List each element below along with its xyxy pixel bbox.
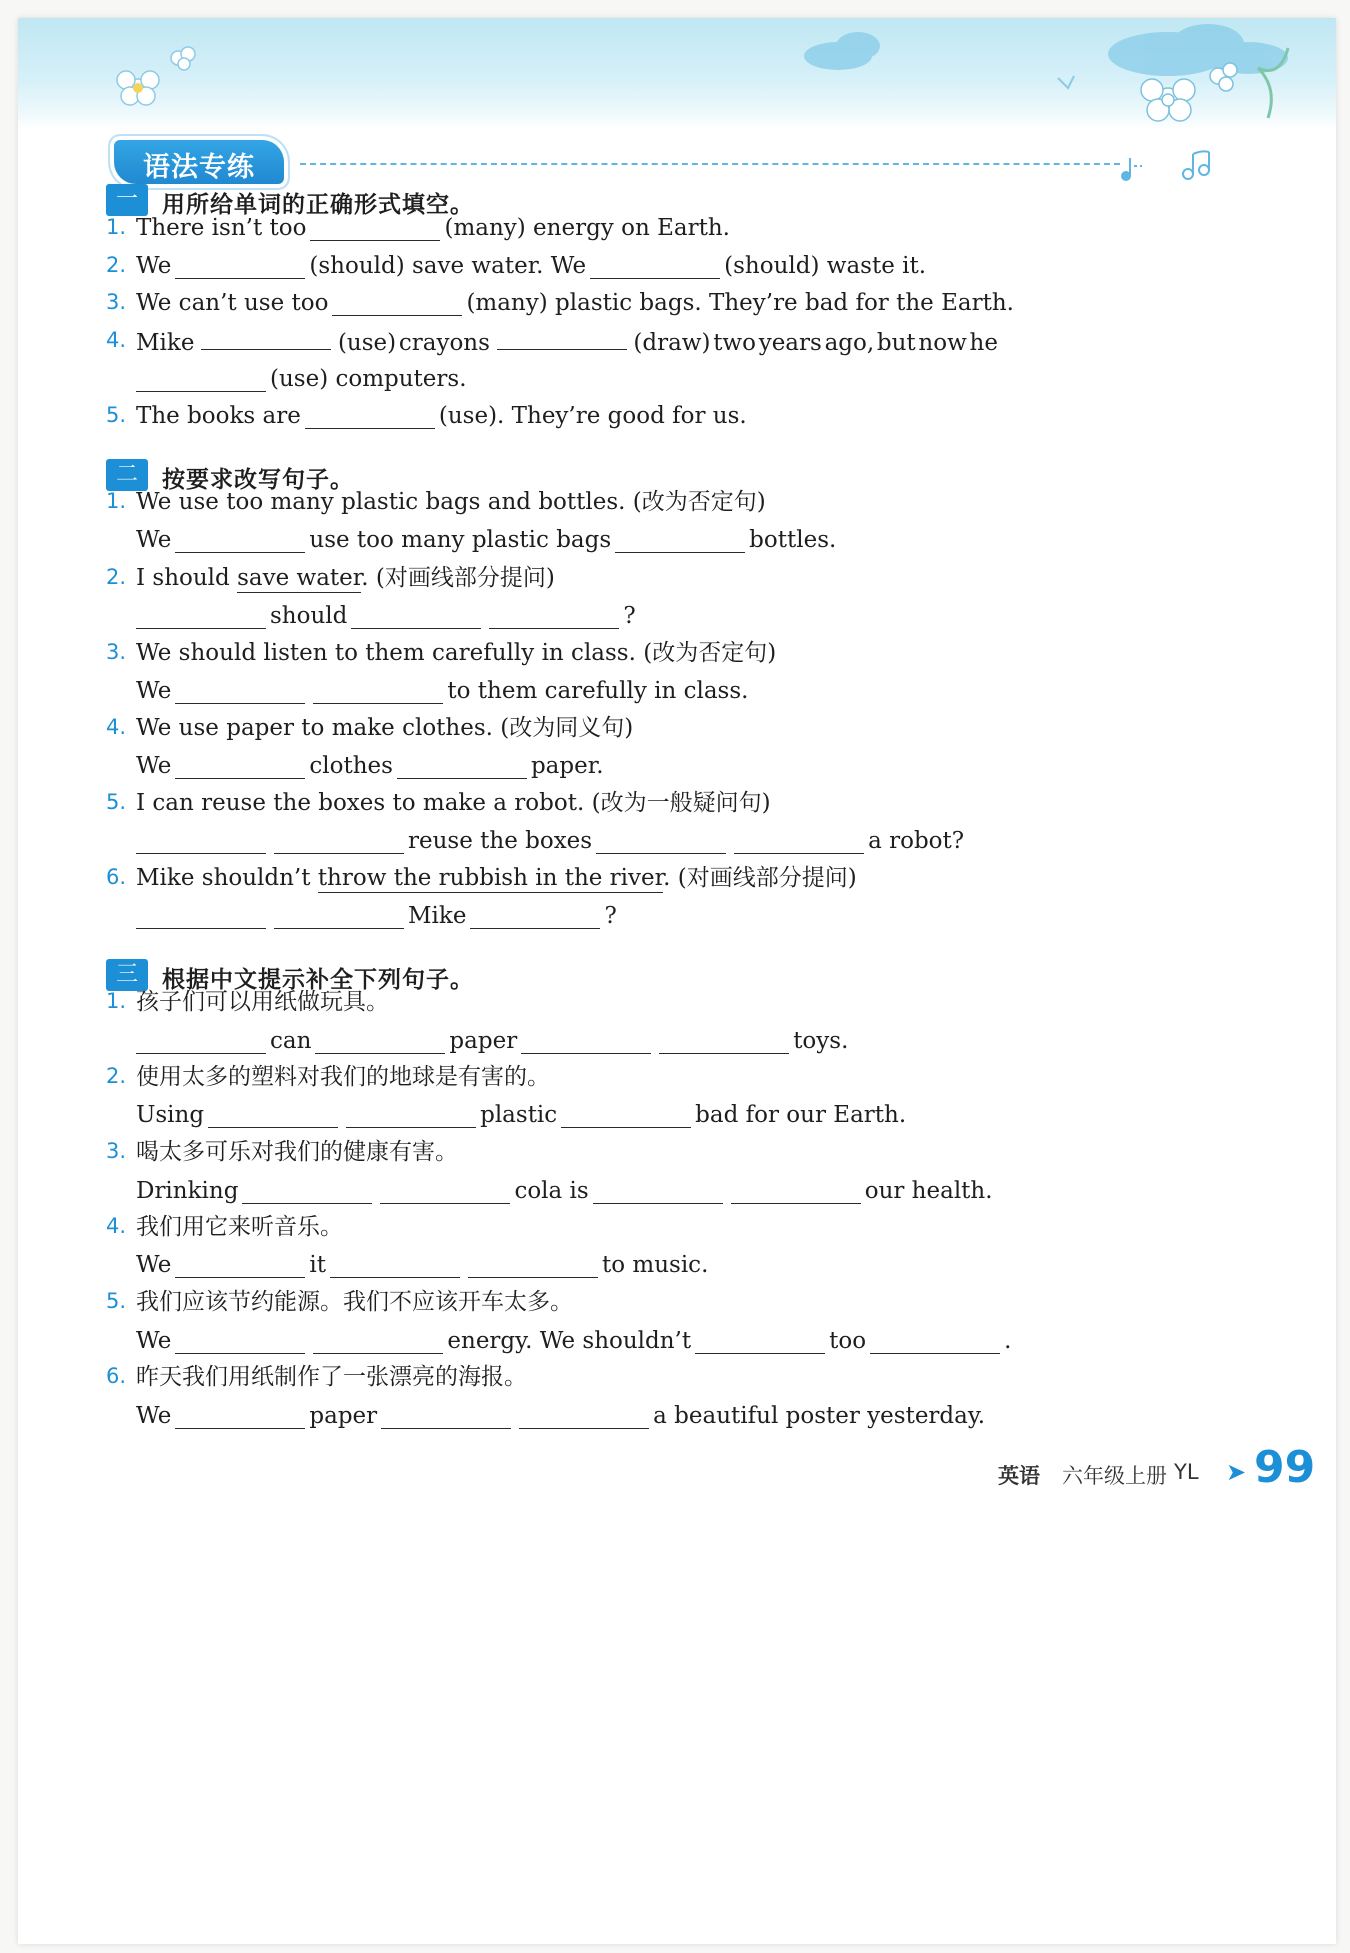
answer-text: ?	[623, 603, 636, 629]
answer-blank[interactable]	[330, 1253, 460, 1278]
question-line	[136, 562, 555, 594]
answer-text: should	[270, 603, 348, 629]
answer-blank[interactable]	[521, 1029, 651, 1054]
answer-line	[136, 900, 617, 932]
answer-blank[interactable]	[734, 829, 864, 854]
question-text: We	[136, 253, 172, 279]
music-note-icon	[1118, 146, 1218, 186]
question-number: 5.	[106, 403, 127, 427]
question-text: now	[918, 330, 967, 356]
answer-text: cola is	[514, 1178, 589, 1204]
question-line	[136, 400, 747, 432]
answer-blank[interactable]	[561, 1103, 691, 1128]
answer-blank[interactable]	[274, 829, 404, 854]
grade-label: 六年级上册	[1062, 1464, 1167, 1488]
question-number: 3.	[106, 640, 127, 664]
answer-text: can	[270, 1028, 312, 1054]
question-number: 1.	[106, 489, 127, 513]
answer-line	[136, 524, 836, 556]
answer-blank[interactable]	[242, 1179, 372, 1204]
question-line	[136, 712, 633, 744]
answer-line	[136, 825, 964, 857]
instruction-hint: (对画线部分提问)	[677, 865, 857, 891]
question-number: 3.	[106, 290, 127, 314]
answer-text: We	[136, 753, 172, 779]
version-label: YL	[1174, 1460, 1199, 1484]
answer-blank[interactable]	[175, 1253, 305, 1278]
banner-decoration	[18, 18, 1336, 130]
question-text: We can’t use too	[136, 290, 329, 316]
question-text: ago,	[824, 330, 875, 356]
question-line	[136, 287, 1014, 319]
question-number: 5.	[106, 790, 127, 814]
answer-blank[interactable]	[659, 1029, 789, 1054]
answer-line	[136, 1325, 1011, 1357]
answer-text: .	[1004, 1328, 1012, 1354]
answer-blank[interactable]	[175, 1404, 305, 1429]
question-text: Mike	[136, 330, 195, 356]
page-footer	[916, 1438, 1336, 1498]
answer-blank[interactable]	[175, 1329, 305, 1354]
answer-text: energy. We shouldn’t	[447, 1328, 692, 1354]
answer-blank[interactable]	[332, 291, 462, 316]
instruction-hint: (改为一般疑问句)	[591, 790, 771, 816]
question-text: We use too many plastic bags and bottles.	[136, 489, 626, 515]
answer-blank[interactable]	[470, 904, 600, 929]
answer-blank[interactable]	[593, 1179, 723, 1204]
answer-blank[interactable]	[136, 1029, 266, 1054]
answer-text: Mike	[408, 903, 467, 929]
answer-text: too	[829, 1328, 867, 1354]
answer-line	[136, 600, 636, 632]
question-text: Mike shouldn’t	[136, 865, 311, 891]
question-number: 1.	[106, 215, 127, 239]
answer-text: paper	[449, 1028, 518, 1054]
underlined-phrase: save water	[237, 565, 362, 591]
chinese-prompt: 喝太多可乐对我们的健康有害。	[136, 1139, 458, 1165]
question-number: 3.	[106, 1139, 127, 1163]
answer-blank[interactable]	[497, 325, 627, 350]
answer-line	[136, 1175, 993, 1207]
answer-blank[interactable]	[175, 528, 305, 553]
chinese-prompt: 孩子们可以用纸做玩具。	[136, 989, 389, 1015]
chinese-prompt: 昨天我们用纸制作了一张漂亮的海报。	[136, 1364, 527, 1390]
question-text: (use)	[337, 330, 397, 356]
question-text: (use) computers.	[270, 366, 467, 392]
question-text: (should) save water. We	[309, 253, 587, 279]
answer-text: We	[136, 1328, 172, 1354]
question-text: I can reuse the boxes to make a robot.	[136, 790, 585, 816]
answer-text: paper.	[530, 753, 604, 779]
question-text: There isn’t too	[136, 215, 307, 241]
question-text: but	[876, 330, 916, 356]
answer-text: a beautiful poster yesterday.	[653, 1403, 986, 1429]
question-number: 6.	[106, 1364, 127, 1388]
answer-line	[136, 1099, 906, 1131]
answer-line	[136, 675, 748, 707]
answer-line	[136, 1025, 848, 1057]
answer-blank[interactable]	[397, 754, 527, 779]
section-tag-label: 语法专练	[143, 152, 255, 183]
answer-blank[interactable]	[310, 216, 440, 241]
header-banner	[18, 18, 1336, 130]
answer-blank[interactable]	[380, 1179, 510, 1204]
answer-blank[interactable]	[590, 254, 720, 279]
instruction-hint: (改为否定句)	[643, 640, 777, 666]
answer-blank[interactable]	[175, 679, 305, 704]
answer-text: it	[309, 1252, 326, 1278]
question-line	[136, 486, 766, 518]
answer-blank[interactable]	[201, 325, 331, 350]
answer-blank[interactable]	[274, 904, 404, 929]
question-number: 1.	[106, 989, 127, 1013]
question-text: (draw)	[633, 330, 711, 356]
part-title: 用所给单词的正确形式填空。	[162, 192, 474, 218]
subject-label: 英语	[998, 1464, 1040, 1488]
answer-text: ?	[604, 903, 617, 929]
question-text: (should) waste it.	[724, 253, 927, 279]
part-number-badge: 一	[106, 184, 148, 216]
question-number: 5.	[106, 1289, 127, 1313]
flower-icon	[117, 47, 195, 105]
answer-text: to music.	[602, 1252, 709, 1278]
question-number: 6.	[106, 865, 127, 889]
question-number: 2.	[106, 565, 127, 589]
answer-blank[interactable]	[468, 1253, 598, 1278]
question-text: .	[361, 565, 369, 591]
part-number-badge: 三	[106, 959, 148, 991]
question-line	[136, 787, 771, 819]
question-text: I should	[136, 565, 230, 591]
question-line	[136, 212, 730, 244]
question-text: (many) plastic bags. They’re bad for the Earth.	[466, 290, 1014, 316]
instruction-hint: (对画线部分提问)	[375, 565, 555, 591]
part-title: 根据中文提示补全下列句子。	[162, 967, 474, 993]
instruction-hint: (改为同义句)	[500, 715, 634, 741]
answer-blank[interactable]	[175, 754, 305, 779]
question-text: he	[969, 330, 998, 356]
answer-blank[interactable]	[136, 604, 266, 629]
answer-blank[interactable]	[870, 1329, 1000, 1354]
answer-text: to them carefully in class.	[447, 678, 749, 704]
chinese-prompt: 使用太多的塑料对我们的地球是有害的。	[136, 1064, 550, 1090]
answer-blank[interactable]	[615, 528, 745, 553]
part-title: 按要求改写句子。	[162, 467, 354, 493]
answer-blank[interactable]	[175, 254, 305, 279]
answer-text: toys.	[793, 1028, 849, 1054]
answer-line	[136, 750, 604, 782]
page-number: 99	[1254, 1442, 1316, 1493]
part-number-badge: 二	[106, 459, 148, 491]
answer-blank[interactable]	[695, 1329, 825, 1354]
answer-text: use too many plastic bags	[309, 527, 612, 553]
section-tag	[110, 136, 288, 188]
question-text: We should listen to them carefully in class.	[136, 640, 636, 666]
question-text: (use). They’re good for us.	[438, 403, 747, 429]
answer-blank[interactable]	[136, 829, 266, 854]
answer-line	[136, 1400, 985, 1432]
question-text: .	[663, 865, 671, 891]
answer-text: We	[136, 527, 172, 553]
answer-blank[interactable]	[381, 1404, 511, 1429]
answer-blank[interactable]	[315, 1029, 445, 1054]
question-number: 4.	[106, 715, 127, 739]
dashed-divider	[300, 163, 1120, 165]
answer-text: bad for our Earth.	[695, 1102, 907, 1128]
question-text: We use paper to make clothes.	[136, 715, 493, 741]
answer-text: Using	[136, 1102, 205, 1128]
question-number: 4.	[106, 328, 127, 352]
question-number: 4.	[106, 1214, 127, 1238]
answer-blank[interactable]	[305, 404, 435, 429]
answer-text: We	[136, 678, 172, 704]
answer-text: plastic	[480, 1102, 558, 1128]
answer-blank[interactable]	[208, 1103, 338, 1128]
instruction-hint: (改为否定句)	[632, 489, 766, 515]
question-line	[136, 637, 776, 669]
underlined-phrase: throw the rubbish in the river	[317, 865, 664, 891]
answer-text: We	[136, 1252, 172, 1278]
answer-blank[interactable]	[731, 1179, 861, 1204]
question-text: two	[713, 330, 756, 356]
answer-text: a robot?	[868, 828, 965, 854]
answer-blank[interactable]	[136, 367, 266, 392]
question-line	[136, 363, 467, 395]
dragonfly-icon	[1058, 76, 1074, 88]
worksheet-page	[18, 18, 1336, 1944]
answer-blank[interactable]	[346, 1103, 476, 1128]
chinese-prompt: 我们用它来听音乐。	[136, 1214, 343, 1240]
question-number: 2.	[106, 253, 127, 277]
question-number: 2.	[106, 1064, 127, 1088]
chinese-prompt: 我们应该节约能源。我们不应该开车太多。	[136, 1289, 573, 1315]
question-text: years	[758, 330, 822, 356]
question-text: crayons	[398, 330, 490, 356]
answer-blank[interactable]	[489, 604, 619, 629]
answer-blank[interactable]	[313, 679, 443, 704]
answer-text: clothes	[309, 753, 393, 779]
question-line	[136, 862, 857, 894]
answer-blank[interactable]	[519, 1404, 649, 1429]
answer-line	[136, 1249, 708, 1281]
answer-text: paper	[309, 1403, 378, 1429]
answer-text: reuse the boxes	[408, 828, 593, 854]
answer-text: our health.	[864, 1178, 993, 1204]
question-text: (many) energy on Earth.	[444, 215, 730, 241]
answer-text: Drinking	[136, 1178, 239, 1204]
answer-text: We	[136, 1403, 172, 1429]
question-line	[136, 250, 926, 282]
question-text: The books are	[136, 403, 301, 429]
question-line	[136, 325, 998, 359]
arrow-icon: ➤	[1226, 1458, 1247, 1486]
answer-blank[interactable]	[596, 829, 726, 854]
answer-blank[interactable]	[351, 604, 481, 629]
answer-blank[interactable]	[136, 904, 266, 929]
answer-blank[interactable]	[313, 1329, 443, 1354]
answer-text: bottles.	[749, 527, 837, 553]
